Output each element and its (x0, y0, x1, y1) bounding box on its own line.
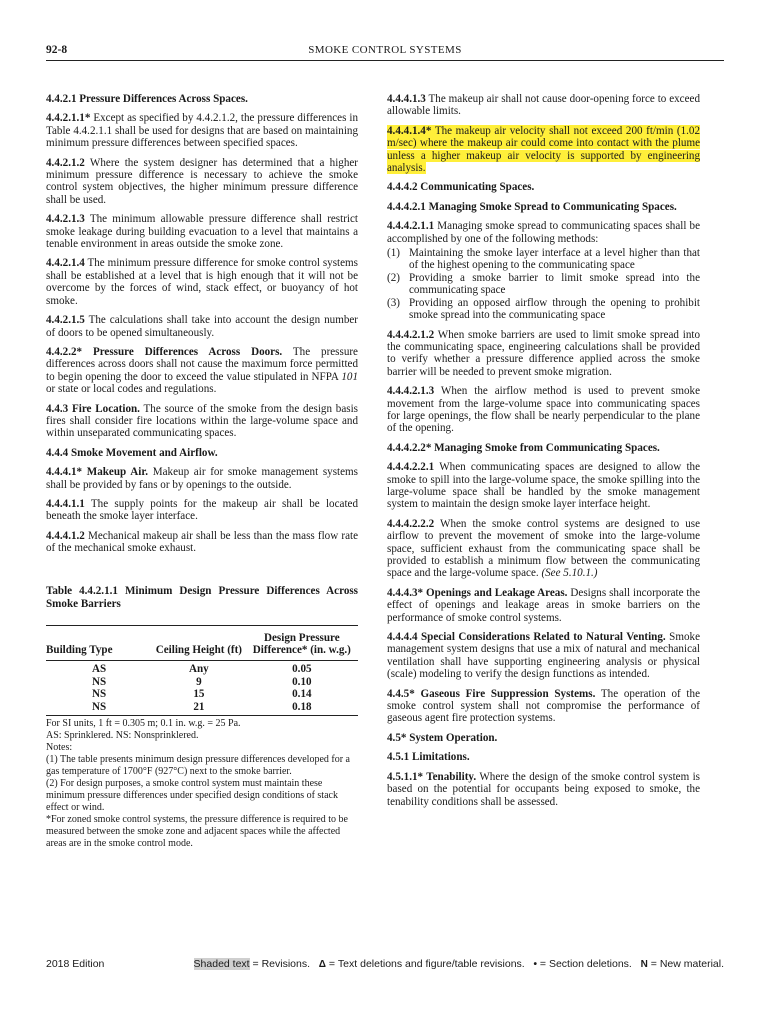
section-text: When communicating spaces are designed to allow the smoke to spill into the large-volume space, the smoke spilling into the large-volume space shall be handled by the smoke management system to maintain the design smoke layer interface height. (387, 461, 700, 511)
section-number: 4.5.1.1* Tenability. (387, 770, 477, 783)
section-number: 4.4.2.1.2 (46, 156, 85, 169)
section-number: 4.4.4.2.1.1 (387, 220, 435, 233)
section-number: 4.4.4.1* Makeup Air. (46, 466, 149, 479)
section-text: The source of the smoke from the design basis fires shall consider fire locations within the large-volume space and within unseparated communicating spaces. (46, 402, 358, 440)
section-4-4-2-1-4 (46, 257, 358, 307)
section-number: 4.4.2.2* Pressure Differences Across Doors. (46, 345, 283, 358)
section-text: Where the system designer has determined that a higher minimum pressure difference is necessary to achieve the smoke control system objectives, the higher minimum pressure difference shall be used. (46, 156, 358, 206)
page-number: 92-8 (46, 44, 68, 56)
section-text: When the airflow method is used to prevent smoke movement from the large-volume space into communicating spaces for large openings, the flow shall be nearly perpendicular to the plane of the opening. (387, 385, 700, 435)
table-cell: AS (91, 663, 107, 676)
table-note: *For zoned smoke control systems, the pressure difference is required to be measured between the smoke zone and adjacent spaces while the affected areas are in the smoke control mode. (46, 814, 348, 850)
list-text: Maintaining the smoke layer interface at a level higher than that of the highest opening to the communicating space (409, 247, 700, 272)
list-item (387, 247, 700, 272)
list-text: Providing an opposed airflow through the opening to prohibit smoke spread into the communicating space (409, 296, 700, 322)
section-number: 4.4.4.1.3 (387, 93, 426, 105)
list-text: Providing a smoke barrier to limit smoke spread into the communicating space (409, 271, 700, 297)
methods-list (387, 247, 700, 321)
section-number: 4.4.4.2.2.2 (387, 517, 435, 530)
section-4-4-3 (46, 403, 358, 440)
section-4-4-4-2-2-1 (387, 461, 700, 511)
column-header: Building Type (46, 625, 152, 661)
list-item (387, 297, 700, 322)
section-4-4-4 (46, 447, 358, 459)
section-4-4-4-2-1-2 (387, 329, 700, 379)
section-4-4-4-1-4 (387, 125, 700, 175)
section-number: 4.4.4.2.1 Managing Smoke Spread to Communicating Spaces. (387, 200, 677, 213)
list-number: (2) (387, 271, 400, 284)
right-column (387, 93, 700, 815)
table-cell: 0.05 (292, 663, 312, 676)
table-cell: Any (189, 663, 209, 676)
table-note: (1) The table presents minimum design pressure differences developed for a gas temperature of 1700°F (927°C) next to the smoke barrier. (46, 754, 350, 778)
table-note: For SI units, 1 ft = 0.305 m; 0.1 in. w.g. = 25 Pa. (46, 718, 241, 730)
section-text: The pressure differences across doors shall not cause the maximum force permitted to begin opening the door to exceed the value stipulated in NFPA (46, 345, 358, 383)
table-cell: 0.18 (246, 701, 358, 716)
table-notes (46, 718, 358, 850)
section-number: 4.4.4.2.1.2 (387, 328, 435, 341)
table-note: Notes: (46, 742, 73, 754)
section-text: When the smoke control systems are designed to use airflow to prevent the movement of smoke into the large-volume space, sufficient exhaust from the communicating space shall be provided to establish a minimum flow between the communicating space and the large-volume space. (387, 517, 700, 580)
section-number: 4.4.4.2.2.1 (387, 461, 435, 474)
list-item (387, 272, 700, 297)
section-number: 4.4.4.1.4* (387, 124, 432, 137)
section-text: The makeup air shall not cause door-opening force to exceed allowable limits. (387, 93, 700, 118)
section-text: The operation of the smoke control system shall not compromise the performance of gaseous agent fire protection systems. (387, 687, 700, 725)
section-number: 4.4.4.3* Openings and Leakage Areas. (387, 586, 568, 599)
section-4-4-4-1-1 (46, 498, 358, 523)
section-4-4-4-2-2 (387, 442, 700, 454)
revision-highlight (387, 125, 700, 174)
section-number: 4.5* System Operation. (387, 731, 498, 744)
cross-reference: (See 5.10.1.) (541, 567, 598, 580)
section-number: 4.4.2.1.4 (46, 257, 85, 270)
section-number: 4.4.2.1.1* (46, 112, 91, 125)
section-4-4-4-4 (387, 631, 700, 681)
table-row (46, 676, 358, 688)
section-4-4-4-2-1 (387, 201, 700, 213)
revision-legend (194, 958, 724, 970)
left-column (46, 93, 358, 850)
table-cell: NS (46, 701, 152, 716)
table-row (46, 701, 358, 716)
section-number: 4.4.4 Smoke Movement and Airflow. (46, 446, 218, 459)
section-4-4-4-1 (46, 466, 358, 491)
section-text: Designs shall incorporate the effect of openings and leakage areas in smoke barriers on the performance of smoke control systems. (387, 586, 700, 624)
table-row (46, 688, 358, 700)
section-4-4-2-2 (46, 346, 358, 396)
new-material-icon: N (640, 959, 648, 970)
table-note: AS: Sprinklered. NS: Nonsprinklered. (46, 730, 199, 742)
legend-text: = New material. (650, 958, 724, 970)
section-4-4-4-1-3 (387, 93, 700, 118)
shaded-text-sample: Shaded text (193, 958, 250, 970)
table-note: (2) For design purposes, a smoke control system must maintain these minimum pressure differences under specified design conditions of stack effect or wind. (46, 778, 338, 814)
table-row (46, 661, 358, 676)
section-number: 4.4.4.2 Communicating Spaces. (387, 181, 535, 194)
table-cell: NS (91, 688, 107, 701)
section-4-4-4-2-1-1 (387, 220, 700, 245)
section-text: The supply points for the makeup air shall be located beneath the smoke layer interface. (46, 497, 358, 523)
section-text: Except as specified by 4.4.2.1.2, the pressure differences in Table 4.4.2.1.1 shall be used for designs that are based on maintaining minimum pressure differences between specified spaces. (46, 112, 358, 150)
pressure-table (46, 625, 358, 716)
table-cell: 9 (196, 675, 202, 688)
section-4-4-2-1-1 (46, 112, 358, 149)
table-cell: 21 (152, 701, 246, 716)
section-4-4-4-2-2-2 (387, 518, 700, 580)
legend-text: = Text deletions and figure/table revisions. (328, 958, 525, 970)
section-4-4-4-2-1-3 (387, 385, 700, 435)
running-title: SMOKE CONTROL SYSTEMS (308, 44, 462, 56)
section-text: Makeup air for smoke management systems shall be provided by fans or by openings to the outside. (46, 466, 358, 491)
section-number: 4.4.4.1.2 (46, 529, 85, 542)
table-cell: 0.10 (292, 675, 312, 688)
column-header: Design Pressure Difference* (in. w.g.) (246, 625, 358, 661)
section-4-4-2-1-2 (46, 157, 358, 207)
section-text: Where the design of the smoke control system is based on the potential for occupants being exposed to smoke, the tenability conditions shall be assessed. (387, 770, 700, 808)
nfpa-reference: 101 (341, 370, 359, 383)
table-caption: Table 4.4.2.1.1 Minimum Design Pressure Differences Across Smoke Barriers (46, 584, 358, 610)
section-4-5-1-1 (387, 771, 700, 808)
section-4-4-2-1-5 (46, 314, 358, 339)
section-text: The calculations shall take into account the design number of doors to be opened simultaneously. (46, 314, 358, 339)
section-4-4-2-1-3 (46, 213, 358, 250)
section-number: 4.4.2.1 Pressure Differences Across Spaces. (46, 93, 248, 105)
section-text: When smoke barriers are used to limit smoke spread into the communicating space, engineering calculations shall be provided to verify whether a pressure difference applied across the smoke barrier will be needed to prevent smoke migration. (387, 328, 700, 378)
section-4-4-5 (387, 688, 700, 725)
section-number: 4.4.3 Fire Location. (46, 402, 140, 415)
delta-icon: Δ (318, 959, 326, 970)
edition-label: 2018 Edition (46, 958, 105, 970)
section-4-4-4-3 (387, 587, 700, 624)
page-header (46, 44, 724, 61)
section-number: 4.4.5* Gaseous Fire Suppression Systems. (387, 687, 596, 700)
section-number: 4.4.2.1.3 (46, 213, 85, 226)
section-4-5 (387, 732, 700, 744)
table-cell: NS (91, 675, 107, 688)
section-4-4-2-1 (46, 93, 358, 105)
section-4-5-1 (387, 751, 700, 763)
table-cell: 15 (193, 688, 205, 701)
list-number: (1) (387, 247, 400, 260)
section-text: or state or local codes and regulations. (46, 383, 217, 396)
section-number: 4.4.4.2.2* Managing Smoke from Communicating Spaces. (387, 441, 660, 454)
bullet-icon: • (533, 959, 537, 970)
section-text: Mechanical makeup air shall be less than the mass flow rate of the mechanical smoke exhaust. (46, 529, 358, 555)
legend-text: = Revisions. (252, 958, 310, 970)
section-text: The minimum allowable pressure difference shall restrict smoke leakage during building evacuation to a level that maintains a tenable environment in areas outside the smoke zone. (46, 213, 358, 251)
section-number: 4.4.4.2.1.3 (387, 385, 435, 398)
list-number: (3) (387, 296, 400, 309)
section-4-4-4-2 (387, 181, 700, 193)
section-text: Smoke management system designs that use a mix of natural and mechanical ventilation shall have supporting engineering analysis or physical (scale) modeling to verify the design functions as intended. (387, 631, 700, 681)
section-number: 4.4.4.1.1 (46, 497, 85, 510)
section-number: 4.4.2.1.5 (46, 314, 85, 327)
section-4-4-4-1-2 (46, 530, 358, 555)
section-number: 4.4.4.4 Special Considerations Related to Natural Venting. (387, 631, 666, 644)
section-text: Managing smoke spread to communicating spaces shall be accomplished by one of the following methods: (387, 220, 700, 245)
section-text: The minimum pressure difference for smoke control systems shall be established at a level that is high enough that it will not be overcome by the forces of wind, stack effect, or buoyancy of hot smoke. (46, 257, 358, 307)
column-header: Ceiling Height (ft) (152, 625, 246, 661)
section-text: The makeup air velocity shall not exceed 200 ft/min (1.02 m/sec) where the makeup air could come into contact with the plume unless a higher makeup air velocity is supported by engineering analysis. (387, 124, 701, 175)
legend-text: = Section deletions. (539, 958, 632, 970)
table-cell: 0.14 (292, 688, 312, 701)
section-number: 4.5.1 Limitations. (387, 751, 470, 764)
